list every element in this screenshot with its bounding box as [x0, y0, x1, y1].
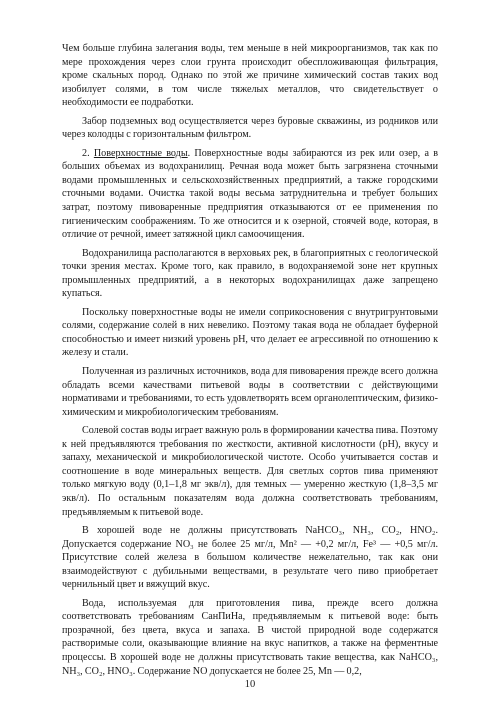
paragraph-continued: Чем больше глубина залегания воды, тем меньше в ней микроорганизмов, так как по мере прохождения через слои грунта происходит обеспложивающая фильтрация, кроме скальных пород. Однако по этой же причине химический состав таких вод изобилует солями, в том числе тяжелых металлов, что свидетельствует о необходимости ее подработки.	[62, 43, 438, 109]
paragraph: Забор подземных вод осуществляется через буровые скважины, из родников или через колодцы с горизонтальным фильтром.	[62, 115, 438, 141]
paragraph: Поскольку поверхностные воды не имели соприкосновения с внутригрунтовыми солями, содержание солей в них невелико. Поэтому такая вода не обладает буферной способностью и имеет низкий уровень pH, что делает ее агрессивной по отношению к железу и стали.	[62, 306, 438, 359]
paragraph: Полученная из различных источников, вода для пивоварения прежде всего должна обладать всеми качествами питьевой воды в соответствии с действующими нормативами и требованиями, то есть удовлетворять всем органолептическим, физико-химическим и микробиологическим требованиям.	[62, 366, 438, 418]
body-text	[62, 42, 438, 678]
paragraph-surface-water	[62, 147, 438, 242]
paragraph-text: . Поверхностные воды забираются из рек или озер, а в больших объемах из водохранилищ. Речная вода может быть загрязнена сточными водами промышленных и сельскохозяйственных предприятий, а также городскими сточными водами. Очистка такой воды весьма затруднительна и требует больших затрат, поэтому пивоваренные предприятия отказываются от ее применения по гигиеническим соображениям. То же относится и к озерной, стоячей воде, которая, в отличие от речной, имеет затяжной цикл самоочищения.	[62, 147, 438, 241]
item-number: 2.	[82, 147, 94, 159]
section-term: Поверхностные воды	[93, 147, 188, 159]
page-number: 10	[244, 679, 256, 690]
paragraph: Солевой состав воды играет важную роль в формировании качества пива. Поэтому к ней предъявляются требования по жесткости, активной кислотности (pH), вкусу и запаху, механической и микробиологической чистоте. Особо учитывается состав и соотношение в воде минеральных веществ. Для светлых сортов пива применяют только мягкую воду (0,1–1,8 мг экв/л), для темных — умеренно жесткую (1,8–3,5 мг экв/л). По остальным показателям вода должна соответствовать требованиям, предъявляемым к питьевой воде.	[62, 425, 438, 518]
paragraph: В хорошей воде не должны присутствовать NaHCO₃, NH₃, CO₂, HNO₂. Допускается содержание NO₃ не более 25 мг/л, Mn² — +0,2 мг/л, Fe³ — +0,5 мг/л. Присутствие солей железа в большом количестве нежелательно, так как они взаимодействуют с дубильными веществами, в результате чего пиво приобретает чернильный цвет и вяжущий вкус.	[62, 525, 438, 591]
paragraph: Водохранилища располагаются в верховьях рек, в благоприятных с геологической точки зрения местах. Кроме того, как правило, в водохраняемой зоне нет крупных промышленных предприятий, а в некоторых водохранилищах даже запрещено купаться.	[62, 247, 438, 300]
paragraph: Вода, используемая для приготовления пива, прежде всего должна соответствовать требованиям СанПиНа, предъявляемым к питьевой воде: быть прозрачной, без цвета, вкуса и запаха. В чистой природной воде содержатся растворимые соли, оказывающие влияние на вкус напитков, а также на ферментные процессы. В хорошей воде не должны присутствовать такие вещества, как NaHCO₃, NH₃, CO₂, HNO₃. Содержание NO допускается не более 25, Mn — 0,2,	[62, 597, 438, 677]
